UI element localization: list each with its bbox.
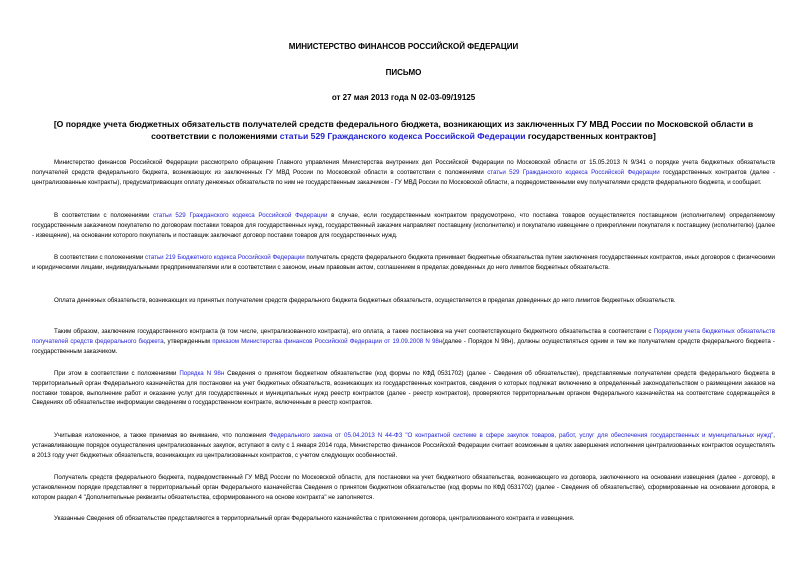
link-order-98n-procedure[interactable]: Порядком учета бюджетных обязательств получателей средств федерального бюджета: [32, 328, 775, 345]
link-gk-529[interactable]: статьи 529 Гражданского кодекса Российской Федерации: [487, 168, 660, 176]
paragraph-text: Министерство финансов Российской Федерации рассмотрело обращение Главного управления Министерства внутренних дел Российской Федерации по Московской области от 15.05.2013 N 9/341 о порядке учета бюджетных обязательств получателей средств федерального бюджета, возникающих из заключенных ГУ МВД России по Московской области в соответствии с положениями: [32, 159, 775, 176]
paragraph-text: Таким образом, заключение государственного контракта (в том числе, централизованного контракта), его оплата, а также постановка на учет соответствующего бюджетного обязательства в соответствии с: [54, 328, 654, 335]
paragraph-text: Получатель средств федерального бюджета, подведомственный ГУ МВД России по Московской области, для постановки на учет бюджетного обязательства, возникающего из договора, заключенного на основании извещения (далее - договор), в установленном порядке представляет в территориальный орган Федерального казначейства Сведения о принятом бюджетном обязательстве (код формы по КФД 0531702) (далее - Сведения об обязательстве), сформированные на основании договора, в котором раздел 4 "Дополнительные реквизиты обязательства, сформированного на основе контракта" не заполняется.: [32, 474, 775, 501]
link-bk-219[interactable]: статьи 219 Бюджетного кодекса Российской Федерации: [145, 254, 305, 261]
link-federal-law-44fz[interactable]: Федерального закона от 05.04.2013 N 44-ФЗ "О контрактной системе в сфере закупок товаров, работ, услуг для обеспечения государственных и муниципальных нужд": [268, 432, 774, 439]
paragraph-text: (далее - Порядок N 98н), должны осуществляться одним и тем же получателем средств федерального бюджета - государственным заказчиком.: [32, 337, 775, 355]
document-date-number: от 27 мая 2013 года N 02-03-09/19125: [331, 93, 476, 102]
subject-text-2: государственных контрактов]: [525, 131, 656, 141]
paragraph-text: В соответствии с положениями: [54, 254, 146, 261]
paragraph-text: , устанавливающие порядок осуществления централизованных закупок, вступают в силу с 1 января 2014 года, Министерство финансов Российской Федерации считает возможным в целях завершения исполнения централизованных контрактов осуществлять в 2013 году учет бюджетных обязательств, возникающих из централизованных контрактов, с учетом следующих особенностей.: [32, 432, 775, 459]
link-minfin-order-98n[interactable]: приказом Министерства финансов Российской Федерации от 19.09.2008 N 98н: [212, 337, 443, 345]
document-type: ПИСЬМО: [385, 68, 422, 77]
paragraph-text: получатель средств федерального бюджета принимает бюджетные обязательства путем заключения государственных контрактов, иных договоров с физическими и юридическими лицами, индивидуальными предпринимателями или в соответствии с законом, иным правовым актом, соглашением в пределах доведенных до него лимитов бюджетных обязательств.: [32, 254, 775, 271]
paragraph-9: [32, 514, 775, 524]
paragraph-8: [32, 473, 775, 502]
paragraph-6: [32, 369, 775, 408]
paragraph-text: государственных контрактов (далее - централизованные контракты), предусматривающих оплату денежных обязательств по ним не государственным заказчиком - ГУ МВД России по Московской области, а подведомственными ему получателями средств федерального бюджета, и сообщает.: [32, 168, 775, 186]
paragraph-text: Оплата денежных обязательств, возникающих из принятых получателем средств федерального бюджета бюджетных обязательств, осуществляется в пределах доведенных до него лимитов бюджетных обязательств.: [54, 297, 676, 304]
link-gk-529[interactable]: статьи 529 Гражданского кодекса Российской Федерации: [153, 212, 328, 219]
paragraph-text: В соответствии с положениями: [54, 212, 154, 219]
paragraph-4: [32, 296, 775, 306]
document-subject: [28, 118, 779, 142]
paragraph-7: [32, 431, 775, 460]
paragraph-2: [32, 211, 775, 240]
paragraph-1: [32, 158, 775, 187]
paragraph-text: в случае, если государственным контрактом предусмотрено, что поставка товаров осуществляется поставщиком (исполнителем) определяемому государственным заказчиком покупателю по договорам поставки товаров для государственных нужд, государственный заказчик направляет поставщику (исполнителю) и покупателю извещение о прикреплении покупателя к поставщику (исполнителю) (далее - извещение), на основании которого покупатель и поставщик заключают договор поставки товаров для государственных нужд.: [32, 212, 775, 239]
paragraph-5: [32, 327, 775, 356]
paragraph-3: [32, 253, 775, 273]
subject-text-1: [О порядке учета бюджетных обязательств получателей средств федерального бюджета, возникающих из заключенных ГУ МВД России по Московской области в соответствии с положениями: [53, 119, 754, 141]
paragraph-text: Учитывая изложенное, а также принимая во внимание, что положения: [54, 432, 269, 439]
paragraph-text: При этом в соответствии с положениями: [54, 370, 180, 377]
link-gk-529[interactable]: статьи 529 Гражданского кодекса Российской Федерации: [279, 131, 526, 141]
paragraph-text: Указанные Сведения об обязательстве представляются в территориальный орган Федерального казначейства с приложением договора, централизованного контракта и извещения.: [54, 515, 575, 522]
paragraph-text: , утвержденным: [163, 337, 213, 345]
ministry-heading: МИНИСТЕРСТВО ФИНАНСОВ РОССИЙСКОЙ ФЕДЕРАЦИИ: [288, 42, 519, 51]
paragraph-text: Сведения о принятом бюджетном обязательстве (код формы по КФД 0531702) (далее - Сведения об обязательстве), представляемые получателем средств федерального бюджета в территориальный орган Федерального казначейства для постановки на учет бюджетных обязательств, возникающих из государственных контрактов, сведения о которых подлежат включению в определенный законодательством о размещении заказов на поставки товаров, выполнение работ и оказание услуг для государственных и муниципальных нужд реестр контрактов (далее - реестр контрактов), проверяются территориальным органом Федерального казначейства на соответствие содержащейся в Сведениях об обязательстве информации сведениям о государственном контракте, включенным в реестр контрактов.: [32, 370, 776, 407]
link-procedure-98n[interactable]: Порядка N 98н: [179, 370, 225, 377]
